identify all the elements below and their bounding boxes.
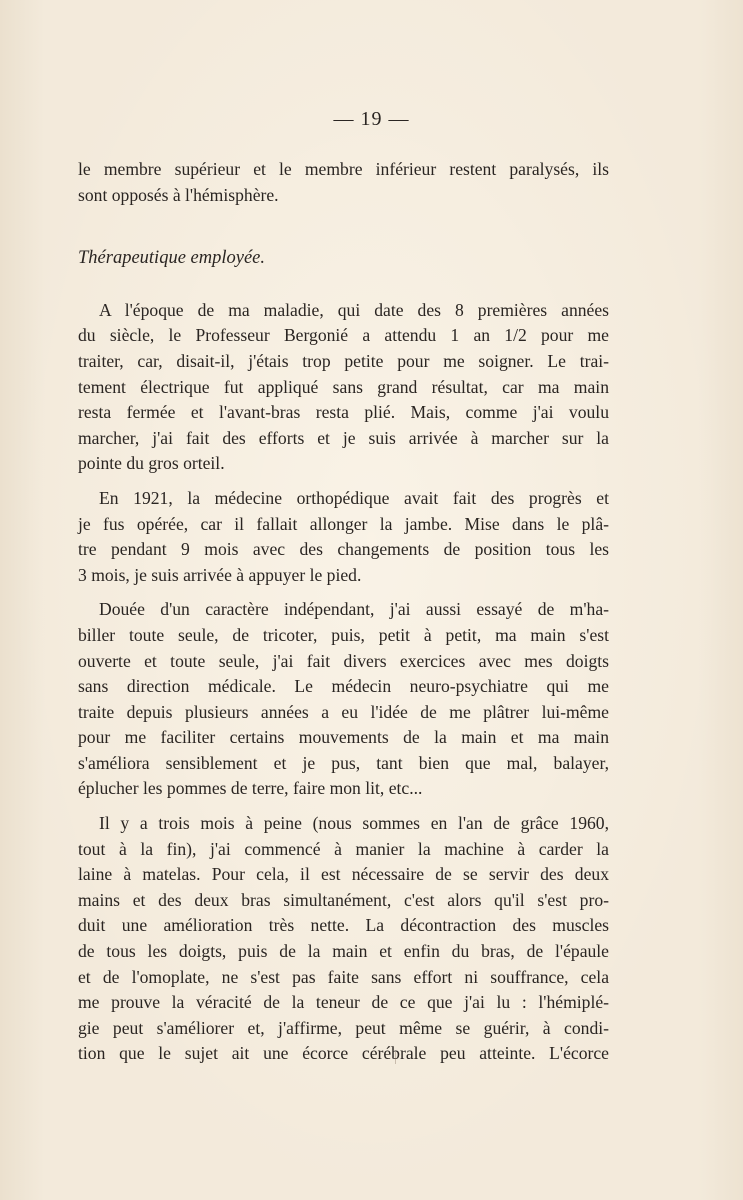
page-number: — 19 — bbox=[333, 108, 410, 130]
text-line: laine à matelas. Pour cela, il est nécessaire de se servir des deux bbox=[78, 864, 609, 885]
text-line: pour me faciliter certains mouvements de la main et ma main bbox=[78, 727, 609, 748]
text-line: ouverte et toute seule, j'ai fait divers exercices avec mes doigts bbox=[78, 650, 609, 671]
text-line: 3 mois, je suis arrivée à appuyer le pied. bbox=[78, 564, 362, 585]
text-line: mains et des deux bras simultanément, c'est alors qu'il s'est pro- bbox=[78, 889, 609, 910]
text-line: de tous les doigts, puis de la main et enfin du bras, de l'épaule bbox=[78, 941, 609, 962]
paper-speck bbox=[395, 1052, 396, 1064]
text-line: resta fermée et l'avant-bras resta plié. Mais, comme j'ai voulu bbox=[78, 402, 609, 423]
text-line: éplucher les pommes de terre, faire mon lit, etc... bbox=[78, 778, 423, 799]
text-line: biller toute seule, de tricoter, puis, petit à petit, ma main s'est bbox=[78, 624, 609, 645]
text-line: marcher, j'ai fait des efforts et je suis arrivée à marcher sur la bbox=[78, 427, 609, 448]
text-line: tout à la fin), j'ai commencé à manier la machine à carder la bbox=[78, 838, 609, 859]
text-line: duit une amélioration très nette. La décontraction des muscles bbox=[78, 915, 609, 936]
paragraph-2 bbox=[78, 486, 609, 588]
text-line: pointe du gros orteil. bbox=[78, 453, 225, 474]
text-line: et de l'omoplate, ne s'est pas faite sans effort ni souffrance, cela bbox=[78, 966, 609, 987]
text-line: sont opposés à l'hémisphère. bbox=[78, 184, 279, 205]
paragraph-3 bbox=[78, 597, 609, 802]
text-line: me prouve la véracité de la teneur de ce que j'ai lu : l'hémiplé- bbox=[78, 992, 609, 1013]
section-heading: Thérapeutique employée. bbox=[78, 248, 265, 269]
text-line: sans direction médicale. Le médecin neuro-psychiatre qui me bbox=[78, 676, 609, 697]
body-text bbox=[78, 157, 609, 1067]
text-line: tion que le sujet ait une écorce cérébrale peu atteinte. L'écorce bbox=[78, 1043, 609, 1064]
text-line: traite depuis plusieurs années a eu l'idée de me plâtrer lui-même bbox=[78, 701, 609, 722]
text-line: je fus opérée, car il fallait allonger la jambe. Mise dans le plâ- bbox=[78, 513, 609, 534]
paragraph-4 bbox=[78, 811, 609, 1067]
intro-paragraph bbox=[78, 157, 609, 208]
text-line: du siècle, le Professeur Bergonié a attendu 1 an 1/2 pour me bbox=[78, 325, 609, 346]
text-line: le membre supérieur et le membre inférieur restent paralysés, ils bbox=[78, 159, 609, 179]
text-line: tement électrique fut appliqué sans grand résultat, car ma main bbox=[78, 376, 609, 397]
paragraph-1 bbox=[78, 298, 609, 477]
text-line: En 1921, la médecine orthopédique avait fait des progrès et bbox=[99, 487, 609, 508]
text-line: traiter, car, disait-il, j'étais trop petite pour me soigner. Le trai- bbox=[78, 350, 609, 371]
text-line: A l'époque de ma maladie, qui date des 8 premières années bbox=[99, 299, 609, 320]
text-line: s'améliora sensiblement et je pus, tant bien que mal, balayer, bbox=[78, 752, 609, 773]
text-line: Il y a trois mois à peine (nous sommes en l'an de grâce 1960, bbox=[99, 813, 609, 834]
text-line: Douée d'un caractère indépendant, j'ai aussi essayé de m'ha- bbox=[99, 599, 609, 620]
text-line: gie peut s'améliorer et, j'affirme, peut même se guérir, à condi- bbox=[78, 1017, 609, 1038]
text-line: tre pendant 9 mois avec des changements de position tous les bbox=[78, 539, 609, 560]
